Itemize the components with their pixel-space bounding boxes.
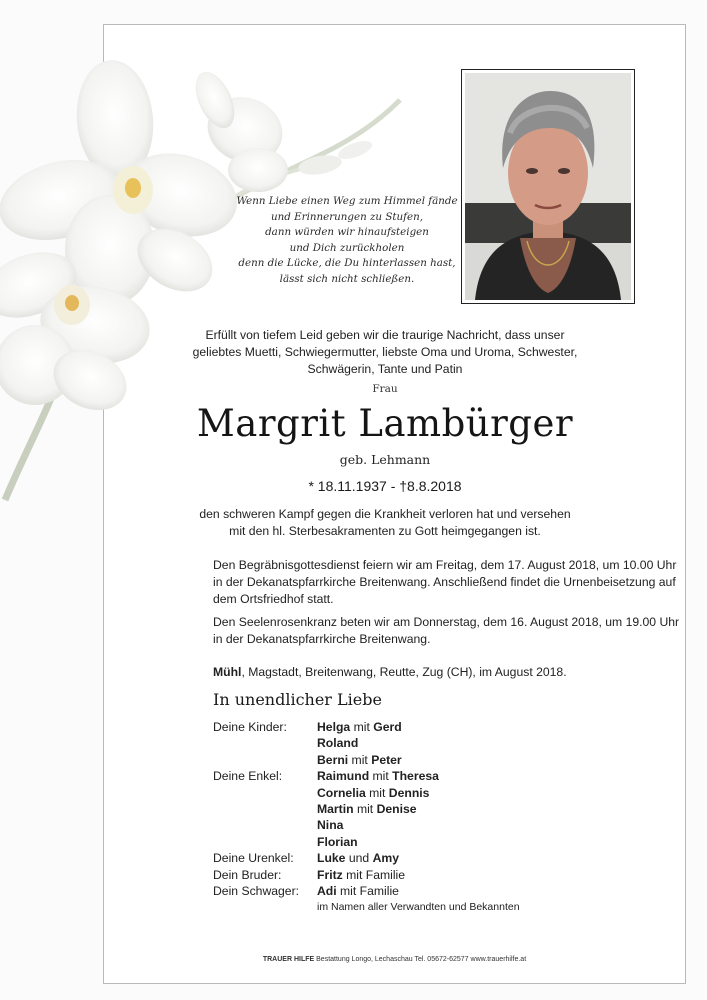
mourner-conj: mit xyxy=(353,801,377,816)
mourner-conj: mit Familie xyxy=(336,883,399,898)
mourner-conj: und xyxy=(345,851,373,866)
passing-text xyxy=(170,506,600,540)
mourner-name: Cornelia xyxy=(317,785,366,800)
mourner-label: Dein Schwager: xyxy=(213,883,300,898)
mourner-name: Nina xyxy=(317,818,344,833)
mourner-name: Martin xyxy=(317,801,354,816)
passing-line: den schweren Kampf gegen die Krankheit verloren hat und versehen xyxy=(199,507,571,521)
mourner-conj: mit xyxy=(348,752,372,767)
footer xyxy=(103,956,686,963)
mourner-row xyxy=(213,768,653,784)
maiden-name: geb. Lehmann xyxy=(339,452,431,467)
poem-line: denn die Lücke, die Du hinterlassen hast, xyxy=(238,257,456,269)
mourner-row xyxy=(213,817,653,833)
mourner-row xyxy=(213,850,653,866)
mourners-list xyxy=(213,719,653,899)
mourner-row xyxy=(213,752,653,768)
place-rest: , Magstadt, Breitenwang, Reutte, Zug (CH), im August 2018. xyxy=(241,665,567,679)
intro-line: Schwägerin, Tante und Patin xyxy=(307,362,463,376)
funeral-line: dem Ortsfriedhof statt. xyxy=(213,592,334,606)
mourner-row xyxy=(213,735,653,751)
funeral-line: Den Begräbnisgottesdienst feiern wir am Freitag, dem 17. August 2018, um 10.00 Uhr xyxy=(213,558,677,572)
mourner-name: Florian xyxy=(317,834,358,849)
poem-line: Wenn Liebe einen Weg zum Himmel fände xyxy=(236,195,458,207)
mourner-name: Raimund xyxy=(317,769,370,784)
portrait-photo xyxy=(461,69,635,304)
mourner-partner: Dennis xyxy=(388,785,430,800)
rosary-line: Den Seelenrosenkranz beten wir am Donnerstag, dem 16. August 2018, um 19.00 Uhr xyxy=(213,615,680,629)
rosary-line: in der Dekanatspfarrkirche Breitenwang. xyxy=(213,632,431,646)
mourner-partner: Amy xyxy=(372,851,399,866)
intro-line: geliebtes Muetti, Schwiegermutter, liebste Oma und Uroma, Schwester, xyxy=(192,345,578,359)
mourner-conj: mit xyxy=(369,769,393,784)
passing-line: mit den hl. Sterbesakramenten zu Gott heimgegangen ist. xyxy=(229,524,541,538)
footer-text: Bestattung Longo, Lechaschau Tel. 05672-62577 www.trauerhilfe.at xyxy=(314,956,527,963)
mourner-row xyxy=(213,867,653,883)
mourner-name: Luke xyxy=(317,851,346,866)
mourner-label: Deine Kinder: xyxy=(213,720,287,734)
poem-line: und Dich zurückholen xyxy=(289,241,405,254)
white-orchid-image xyxy=(0,60,420,520)
funeral-paragraph xyxy=(213,557,677,608)
mourner-conj: mit xyxy=(365,785,389,800)
intro-text xyxy=(170,327,600,378)
place-first: Mühl xyxy=(213,665,242,679)
mourner-row xyxy=(213,785,653,801)
poem-line: lässt sich nicht schließen. xyxy=(279,272,415,285)
mourner-partner: Denise xyxy=(376,801,417,816)
closing-line: im Namen aller Verwandten und Bekannten xyxy=(317,901,520,913)
mourner-name: Adi xyxy=(317,883,337,898)
mourner-name: Helga xyxy=(317,720,351,734)
mourner-label: Deine Enkel: xyxy=(213,769,283,784)
poem-line: und Erinnerungen zu Stufen, xyxy=(271,210,423,223)
mourner-row xyxy=(213,834,653,850)
funeral-line: in der Dekanatspfarrkirche Breitenwang. Anschließend findet die Urnenbeisetzung auf xyxy=(213,575,676,589)
place-date-line xyxy=(213,665,653,679)
poem-line: dann würden wir hinaufsteigen xyxy=(265,226,429,238)
mourner-partner: Peter xyxy=(371,752,402,767)
poem xyxy=(232,194,462,287)
mourner-partner: Theresa xyxy=(392,769,439,784)
footer-brand: TRAUER HILFE xyxy=(262,956,315,963)
love-heading: In unendlicher Liebe xyxy=(213,690,382,709)
mourner-row xyxy=(213,883,653,899)
rosary-paragraph xyxy=(213,614,680,648)
intro-line: Erfüllt von tiefem Leid geben wir die traurige Nachricht, dass unser xyxy=(205,328,565,342)
mourner-label: Dein Bruder: xyxy=(213,867,282,882)
mourner-row xyxy=(213,801,653,817)
mourner-name: Berni xyxy=(317,752,349,767)
deceased-name: Margrit Lambürger xyxy=(196,402,574,445)
mourner-name: Roland xyxy=(317,736,359,751)
mourner-partner: Gerd xyxy=(373,720,402,734)
mourner-name: Fritz xyxy=(317,867,343,882)
mourner-conj: mit xyxy=(350,720,374,734)
mourner-row xyxy=(213,719,653,735)
mourner-conj: mit Familie xyxy=(342,867,406,882)
mourner-label: Deine Urenkel: xyxy=(213,851,294,866)
honorific: Frau xyxy=(372,383,398,395)
life-dates: * 18.11.1937 - †8.8.2018 xyxy=(308,478,462,494)
